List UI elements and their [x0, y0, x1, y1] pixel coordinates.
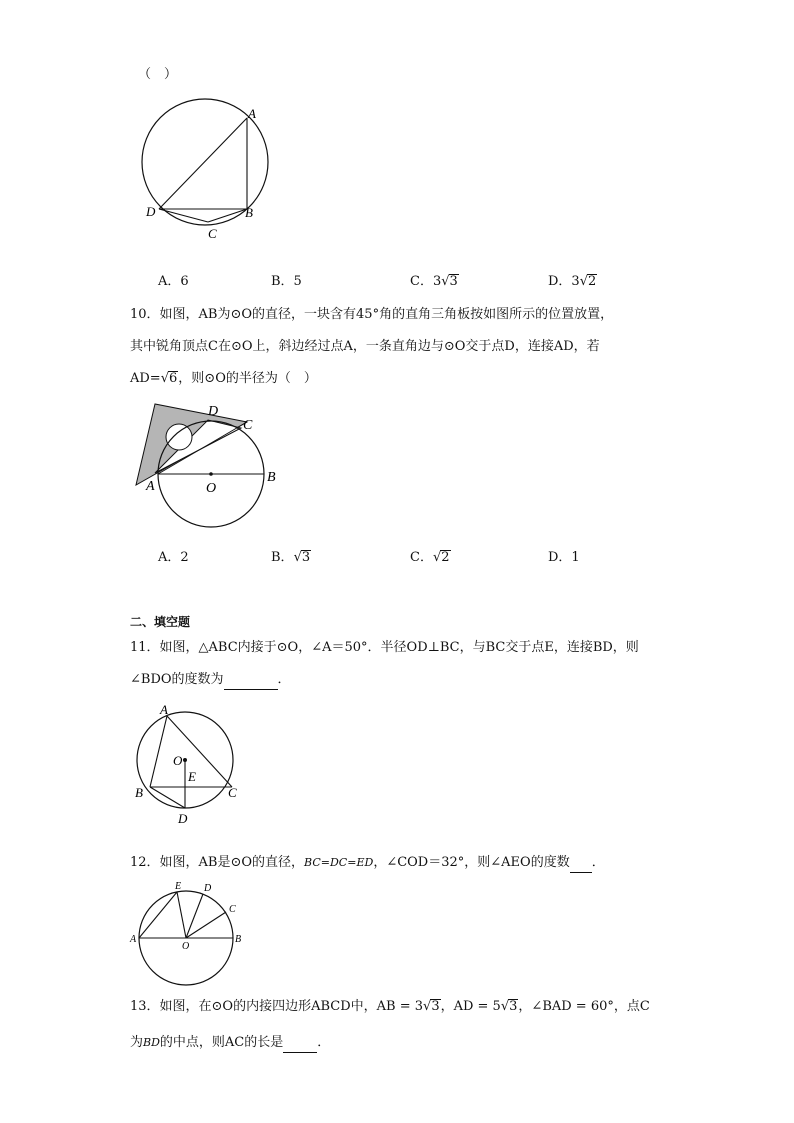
q11-segment-ac [167, 716, 232, 787]
q12-radius-od [186, 894, 203, 938]
q9-option-b[interactable]: B．5 [271, 274, 302, 289]
q10-option-b[interactable]: B．√3 [271, 550, 311, 565]
q11-label-e: E [188, 769, 196, 784]
q10-option-c[interactable]: C．√2 [410, 550, 450, 565]
q10-option-d[interactable]: D．1 [548, 550, 580, 565]
q11-label-d: D [178, 811, 188, 826]
q12-line-1: 12．如图，AB是⊙O的直径，BC=DC=ED，∠COD＝32°，则∠AEO的度数 ． [130, 854, 605, 873]
q9-option-a[interactable]: A．6 [158, 274, 189, 289]
q10-line-1: 10．如图，AB为⊙O的直径，一块含有45°角的直角三角板按如图所示的位置放置， [130, 307, 614, 322]
q12-label-a: A [130, 934, 137, 945]
q10-label-c: C [243, 418, 253, 433]
q11-center-dot [183, 758, 187, 762]
q10-figure [128, 398, 288, 530]
q10-line-2: 其中锐角顶点C在⊙O上，斜边经过点A，一条直角边与⊙O交于点D，连接AD，若 [130, 339, 600, 354]
q12-label-d: D [204, 883, 212, 894]
q12-arc-bc: BC [304, 856, 321, 869]
q11-answer-blank[interactable] [224, 671, 278, 690]
q9-label-b: B [245, 205, 253, 220]
section-fill-in-title: 二、填空题 [130, 615, 191, 629]
q10-center-dot [209, 472, 213, 476]
q12-figure [128, 878, 250, 990]
q9-label-a: A [248, 106, 256, 121]
q10-option-a[interactable]: A．2 [158, 550, 189, 565]
q11-segment-ab [150, 716, 167, 787]
q10-label-a: A [146, 479, 155, 494]
q9-label-d: D [146, 204, 156, 219]
q12-label-c: C [229, 904, 236, 915]
q13-answer-blank[interactable] [283, 1034, 317, 1053]
q12-arc-dc: DC [329, 856, 348, 869]
q11-figure [128, 702, 250, 830]
q9-segment-ad [159, 118, 247, 209]
q10-label-o: O [206, 481, 217, 496]
q12-answer-blank[interactable] [570, 854, 592, 873]
q13-line-2: 为BD的中点，则AC的长是 ． [130, 1034, 330, 1053]
q9-segment-cb [208, 209, 247, 222]
q12-label-o: O [182, 941, 190, 952]
q9-option-c[interactable]: C．3√3 [410, 274, 458, 289]
q12-radius-oe [177, 892, 186, 938]
q10-line-3: AD=√6，则⊙O的半径为（ ） [130, 371, 317, 386]
q13-arc-bd: BD [143, 1036, 160, 1049]
q12-arc-ed: ED [356, 856, 374, 869]
q12-radius-oc [186, 912, 226, 938]
q10-label-b: B [267, 470, 276, 485]
q9-option-d[interactable]: D．3√2 [548, 274, 597, 289]
q13-line-1: 13．如图，在⊙O的内接四边形ABCD中，AB = 3√3，AD = 5√3，∠BAD = 60°，点C [130, 999, 650, 1014]
q9-figure [130, 95, 280, 245]
q11-label-o: O [173, 753, 183, 768]
q11-label-c: C [228, 785, 237, 800]
q10-small-circle [166, 424, 192, 450]
q9-label-c: C [208, 226, 217, 241]
q12-label-b: B [235, 934, 242, 945]
q11-line-1: 11．如图，△ABC内接于⊙O，∠A＝50°．半径OD⊥BC，与BC交于点E，连接BD，则 [130, 640, 639, 655]
q11-line-2: ∠BDO的度数为 ． [130, 671, 291, 690]
q11-label-a: A [160, 702, 168, 717]
q12-label-e: E [175, 881, 182, 892]
q11-label-b: B [135, 785, 143, 800]
q9-answer-paren: （ ） [138, 67, 178, 82]
q9-segment-dc [159, 209, 208, 222]
q10-label-d: D [208, 404, 219, 419]
